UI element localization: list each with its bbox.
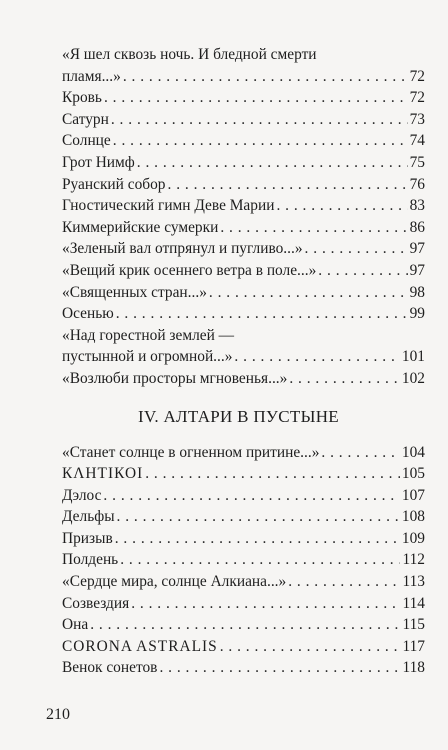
toc-entry	[62, 282, 425, 304]
toc-entry-page: 107	[401, 486, 425, 504]
toc-entry	[62, 260, 425, 282]
toc-entry-title: Осенью	[62, 305, 114, 323]
toc-entry-title: Киммерийские сумерки	[62, 218, 219, 236]
toc-entry	[62, 485, 425, 507]
toc-entry-title: Полдень	[62, 551, 119, 569]
toc-entry-title: Дельфы	[62, 508, 115, 526]
toc-entry	[62, 195, 425, 217]
leader-dots	[104, 87, 408, 109]
leader-dots	[120, 549, 400, 571]
toc-entry-title: «Зеленый вал отпрянул и пугливо...»	[62, 240, 303, 258]
leader-dots	[288, 571, 400, 593]
toc-entry-page: 115	[402, 616, 425, 634]
toc-entry-page: 105	[401, 465, 425, 483]
leader-dots	[159, 657, 400, 679]
toc-entry-title: «Вещий крик осеннего ветра в поле...»	[62, 261, 317, 279]
toc-entry-page: 86	[409, 218, 425, 236]
toc-entry-page: 97	[409, 240, 425, 258]
toc-entry	[62, 346, 425, 368]
leader-dots	[90, 614, 400, 636]
toc-entry-page: 97	[409, 261, 425, 279]
leader-dots	[234, 346, 399, 368]
toc-entry-title: CORONA ASTRALIS	[62, 637, 218, 655]
toc-entry	[62, 614, 425, 636]
toc-entry-page: 104	[401, 443, 425, 461]
toc-entry-title: пламя...»	[62, 67, 121, 85]
toc-entry	[62, 593, 425, 615]
leader-dots	[116, 303, 408, 325]
toc-entry-title-line: «Над горестной землей —	[62, 326, 235, 344]
toc-entry-page: 74	[409, 132, 425, 150]
leader-dots	[305, 238, 408, 260]
toc-entry-title: «Сердце мира, солнце Алкиана...»	[62, 573, 287, 591]
toc-entry	[62, 109, 425, 131]
toc-entry	[62, 463, 425, 485]
toc-entry-page: 99	[409, 305, 425, 323]
toc-entry	[62, 368, 425, 390]
toc-entry	[62, 442, 425, 464]
toc-entry-title: Дэлос	[62, 486, 102, 504]
toc-entry	[62, 66, 425, 88]
toc-entry-page: 109	[401, 529, 425, 547]
section-heading: IV. АЛТАРИ В ПУСТЫНЕ	[138, 406, 339, 426]
toc-entry	[62, 303, 425, 325]
leader-dots	[321, 442, 400, 464]
toc-entry-page: 75	[409, 153, 425, 171]
leader-dots	[289, 368, 400, 390]
leader-dots	[117, 506, 400, 528]
toc-entry	[62, 152, 425, 174]
toc-entry-title: Солнце	[62, 132, 111, 150]
leader-dots	[131, 593, 400, 615]
leader-dots	[137, 152, 408, 174]
leader-dots	[103, 485, 399, 507]
toc-entry-page: 83	[409, 197, 425, 215]
toc-entry	[62, 217, 425, 239]
toc-entry	[62, 130, 425, 152]
toc-entry-title: КΛНТIКОI	[62, 465, 144, 483]
toc-entry-title: Руанский собор	[62, 175, 166, 193]
toc-entry-title: Кровь	[62, 89, 102, 107]
toc-entry-page: 101	[401, 348, 425, 366]
toc-entry	[62, 87, 425, 109]
toc-entry	[62, 528, 425, 550]
toc-entry-page: 73	[409, 110, 425, 128]
toc-entry-page: 108	[401, 508, 425, 526]
leader-dots	[113, 130, 408, 152]
toc-entry	[62, 549, 425, 571]
toc-entry	[62, 174, 425, 196]
toc-entry-title: Грот Нимф	[62, 153, 135, 171]
toc-entry	[62, 636, 425, 658]
toc-entry-title: Сатурн	[62, 110, 109, 128]
toc-entry-title: «Возлюби просторы мгновенья...»	[62, 369, 288, 387]
toc-entry-title: Венок сонетов	[62, 659, 158, 677]
toc-entry-page: 112	[402, 551, 425, 569]
leader-dots	[220, 636, 401, 658]
toc-entry	[62, 506, 425, 528]
toc-entry-page: 102	[401, 369, 425, 387]
leader-dots	[276, 195, 407, 217]
toc-entry-title: «Священных стран...»	[62, 283, 207, 301]
leader-dots	[209, 282, 408, 304]
table-of-contents	[62, 44, 425, 679]
toc-entry-title: Призыв	[62, 529, 113, 547]
leader-dots	[318, 260, 407, 282]
toc-entry	[62, 657, 425, 679]
toc-entry-page: 76	[409, 175, 425, 193]
toc-entry-page: 72	[409, 89, 425, 107]
toc-entry-title: Гностический гимн Деве Марии	[62, 197, 275, 215]
toc-entry-title: Созвездия	[62, 594, 130, 612]
leader-dots	[145, 463, 400, 485]
leader-dots	[168, 174, 408, 196]
leader-dots	[111, 109, 408, 131]
toc-entry-title: «Станет солнце в огненном притине...»	[62, 443, 320, 461]
toc-entry	[62, 238, 425, 260]
toc-entry-page: 98	[409, 283, 425, 301]
leader-dots	[123, 66, 408, 88]
toc-entry-page: 114	[402, 594, 425, 612]
leader-dots	[115, 528, 400, 550]
toc-entry-page: 113	[402, 573, 425, 591]
toc-entry-title-line: «Я шел сквозь ночь. И бледной смерти	[62, 46, 317, 63]
leader-dots	[220, 217, 407, 239]
toc-entry-page: 118	[402, 659, 425, 677]
page-number: 210	[46, 706, 70, 723]
toc-entry	[62, 571, 425, 593]
toc-entry-title: Она	[62, 616, 89, 634]
toc-entry-title: пустынной и огромной...»	[62, 348, 233, 366]
toc-entry-page: 72	[409, 67, 425, 85]
toc-entry-page: 117	[402, 637, 425, 655]
